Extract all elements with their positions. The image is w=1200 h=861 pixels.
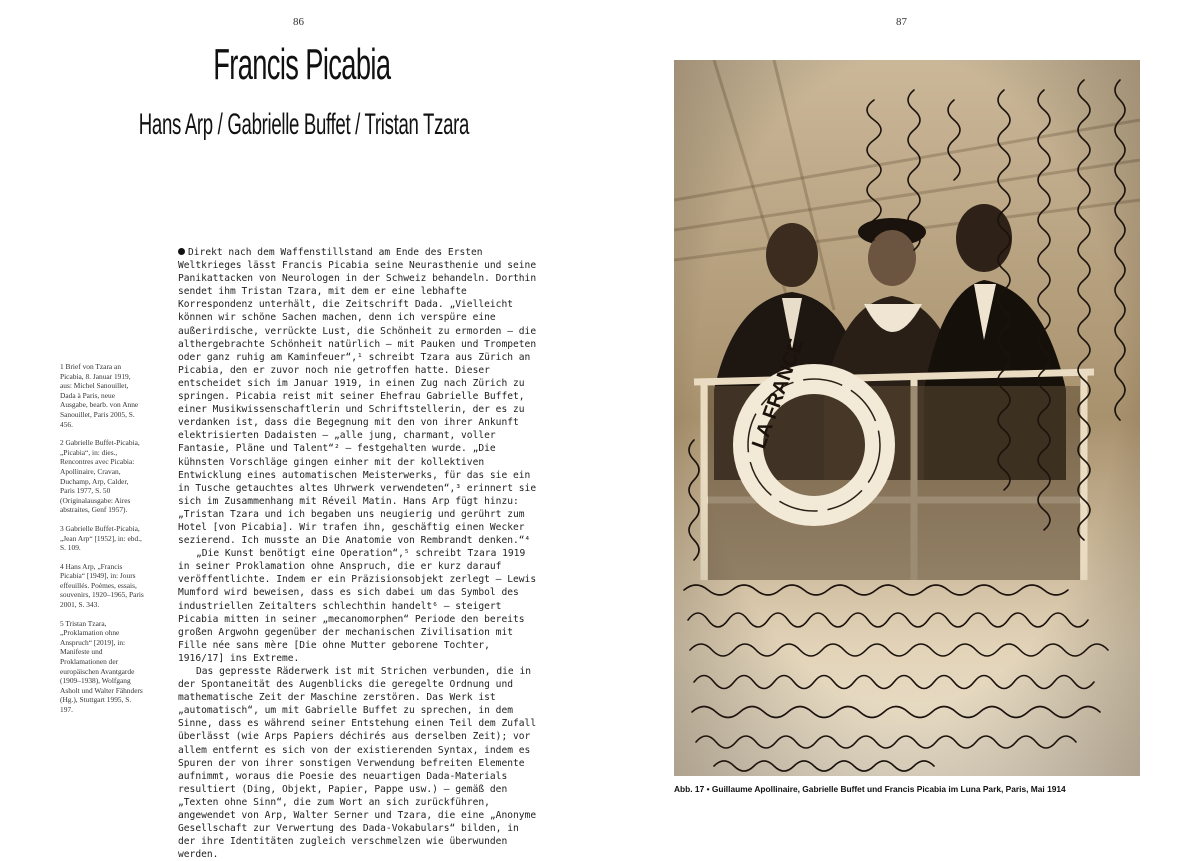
footnote-1: 1 Brief von Tzara an Picabia, 8. Januar 1919, aus: Michel Sanouillet, Dada à Paris, neue Ausgabe, bearb. von Anne Sanouillet, Paris 2005, S. 456. (60, 362, 139, 429)
footnotes (60, 362, 144, 724)
photograph-postcard (674, 60, 1140, 776)
figure-caption: Abb. 17 • Guillaume Apollinaire, Gabrielle Buffet und Francis Picabia im Luna Park, Paris, Mai 1914 (674, 784, 1066, 794)
page-number-left: 86 (293, 16, 304, 28)
right-page (600, 0, 1200, 840)
footnote-2: 2 Gabrielle Buffet-Picabia, „Picabia“, in: dies., Rencontres avec Picabia: Apollinaire, Cravan, Duchamp, Arp, Calder, Paris 1977, S. 50 (Originalausgabe: Aires abstraites, Genf 1957). (60, 438, 140, 515)
footnote-4: 4 Hans Arp, „Francis Picabia“ [1949], in: Jours effeuillés. Poèmes, essais, souvenirs, 1920–1965, Paris 2001, S. 343. (60, 561, 144, 610)
paragraph-2: „Die Kunst benötigt eine Operation“,⁵ schreibt Tzara 1919 in seiner Proklamation ohne Anspruch, die er kurz darauf veröffentlichte. Indem er ein Präzisionsobjekt zerlegt – Lewis Mumford wird beweisen, dass es sich dabei um das Symbol des industriellen Zeitalters schlechthin handelt⁶ – steigert Picabia mitten in seiner „mecanomorphen“ Periode den bereits großen Argwohn gegenüber der mechanischen Zivilisation mit Fille née sans mère [Die ohne Mutter geborene Tochter, 1916/17] ins Extreme. (178, 548, 537, 664)
footnote-3: 3 Gabrielle Buffet-Picabia, „Jean Arp“ [1952], in: ebd., S. 109. (60, 523, 142, 553)
paragraph-1 (178, 246, 540, 547)
postcard-photo-illustration (674, 60, 1140, 776)
page-number-right: 87 (896, 16, 907, 28)
paragraph-1-text: Direkt nach dem Waffenstillstand am Ende des Ersten Weltkrieges lässt Francis Picabia seine Neurasthenie und seine Panikattacken von Neurologen in der Schweiz behandeln. Dorthin sendet ihm Tristan Tzara, mit dem er eine lebhafte Korrespondenz unterhält, die Zeitschrift Dada. „Vielleicht können wir schöne Sachen machen, denn ich verspüre eine außerirdische, verrückte Lust, die Schönheit zu ermorden – die althergebrachte Schönheit natürlich – mit Pauken und Trompeten oder ganz ruhig am Kaminfeuer“,¹ schreibt Tzara aus Zürich an Picabia, den er zuvor noch nie getroffen hatte. Dieser entscheidet sich im Januar 1919, in einen Zug nach Zürich zu springen. Picabia reist mit seiner Ehefrau Gabrielle Buffet, einer Musikwissenschaftlerin und Schriftstellerin, der es zu verdanken ist, dass die Begegnung mit den von ihrer Ankunft elektrisierten Dadaisten – „alle jung, charmant, voller Fantasie, Pläne und Talent“² – festgehalten wurde. „Die kühnsten Vorschläge gingen einher mit der kollektiven Entwicklung eines automatischen Meisterwerks, für das sie ein in Tusche getauchtes altes Uhrwerk verwendeten“,³ erinnert sie sich im Zusammenhang mit Réveil Matin. Hans Arp fügt hinzu: „Tristan Tzara und ich begaben uns neugierig und gerührt zum Hotel [von Picabia]. Wir trafen ihn, geschäftig einen Wecker sezierend. Ich musste an Die Anatomie von Rembrandt denken.“⁴ (178, 247, 537, 547)
paragraph-3: Das gepresste Räderwerk ist mit Strichen verbunden, die in der Spontaneität des Augenblicks die geregelte Ordnung und mathematische Zeit der Maschine zerstören. Das Werk ist „automatisch“, um mit Gabrielle Buffet zu sprechen, in dem Sinne, dass es während seiner Entstehung einen Teil dem Zufall überlässt (wie Arps Papiers déchirés aus derselben Zeit); vor allem entfernt es sich von der existierenden Syntax, indem es Spuren der von ihrer sonstigen Verwendung befreiten Elemente aufnimmt, woraus die Poesie des neuartigen Dada-Materials resultiert (Ding, Objekt, Papier, Pappe usw.) – gemäß den „Texten ohne Sinn“, die zum Wort an sich zurückführen, angewendet von Arp, Walter Serner und Tzara, die eine „Anonyme Gesellschaft zur Verwertung des Dada-Vokabulars“ bilden, in der ihre Identitäten zugleich verschmelzen wie überwunden werden. (178, 666, 537, 861)
body-text (178, 246, 540, 861)
bullet-icon (178, 248, 185, 255)
article-subtitle: Hans Arp / Gabrielle Buffet / Tristan Tzara (138, 108, 470, 141)
footnote-5: 5 Tristan Tzara, „Proklamation ohne Anspruch“ [2019], in: Manifeste und Proklamationen der europäischen Avantgarde (1909–1938), Wolfgang Asholt und Walter Fähnders (Hg.), Stuttgart 1995, S. 197. (60, 618, 143, 714)
article-title: Francis Picabia (213, 40, 391, 89)
